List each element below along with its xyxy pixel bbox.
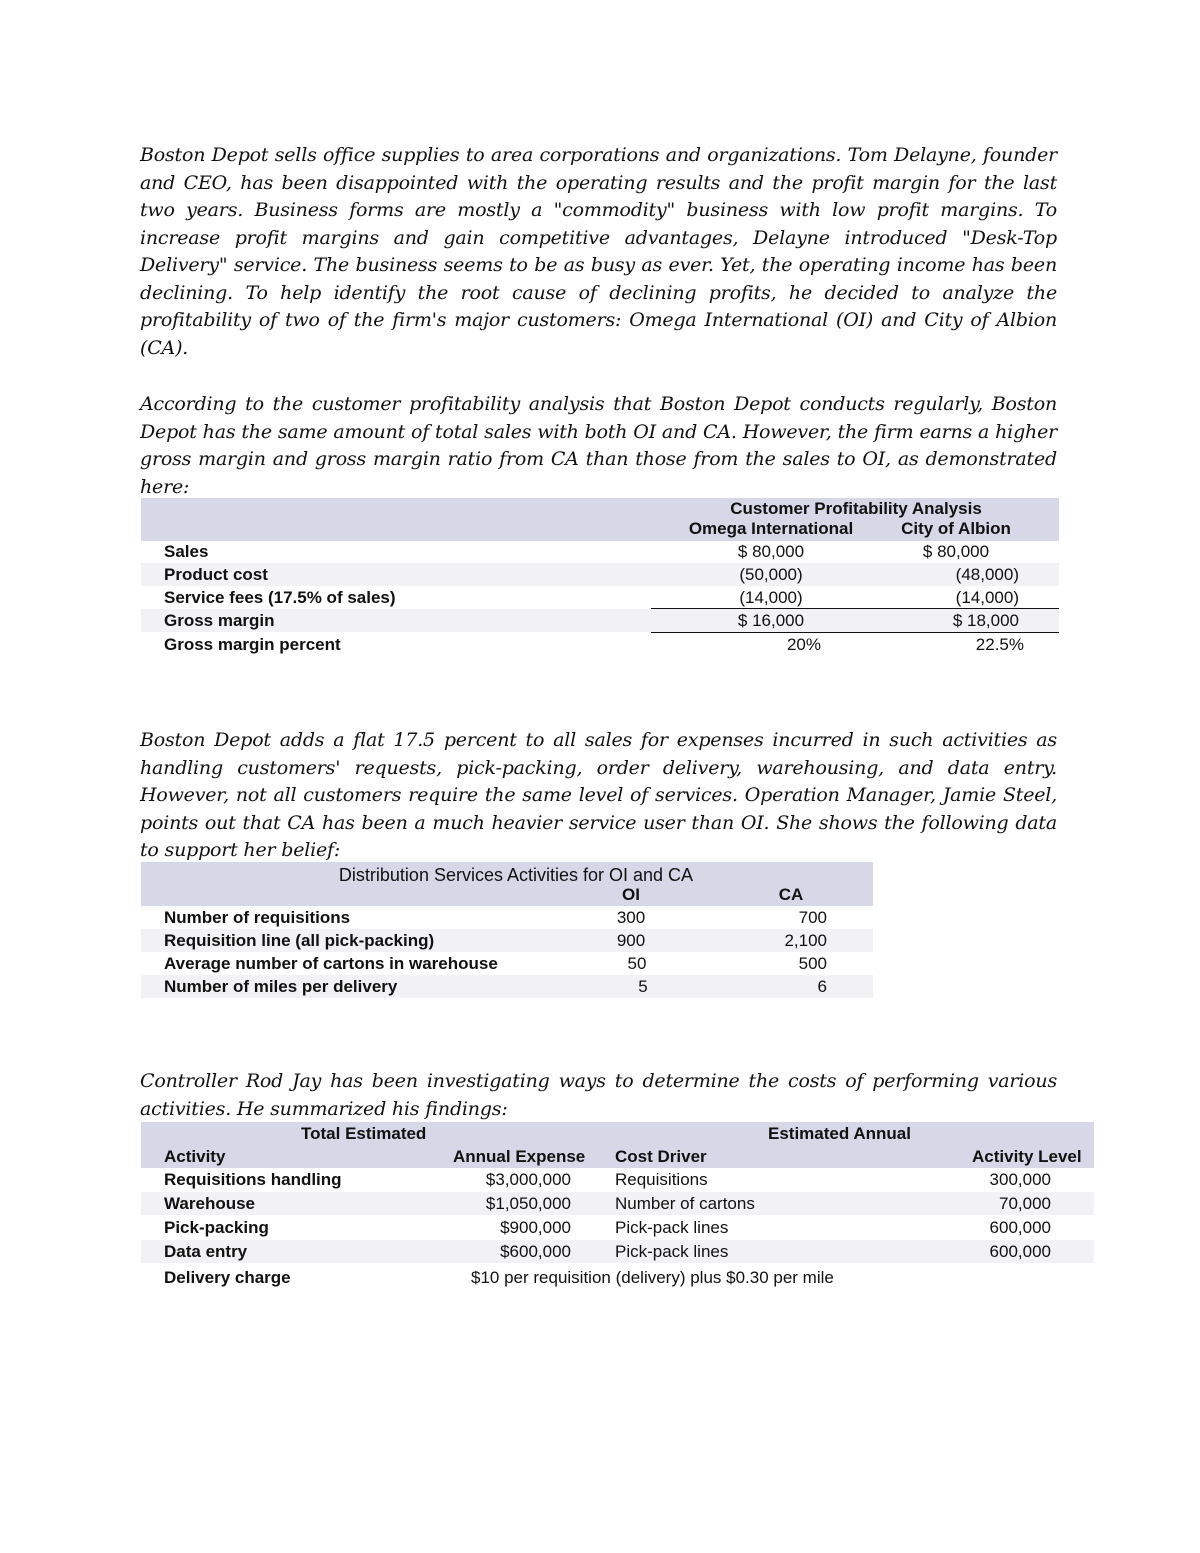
table-row: Sales $ 80,000 $ 80,000 <box>164 542 990 561</box>
table-row: Requisition line (all pick-packing) 900 2,100 <box>141 929 873 952</box>
column-header-ca: CA <box>778 885 804 904</box>
table-row: Service fees (17.5% of sales) (14,000) (14,000) <box>164 588 1019 607</box>
distribution-activities-table <box>141 862 873 1002</box>
services-paragraph: Boston Depot adds a flat 17.5 percent to all sales for expenses incurred in such activities as handling customers' requests, pick-packing, order delivery, warehousing, and data entry. However, not all customers require the same level of services. Operation Manager, Jamie Steel, points out that CA has been a much heavier service user than OI. She shows the following data to support her belief: <box>140 729 1057 861</box>
table-row: Number of miles per delivery 5 6 <box>141 975 873 998</box>
intro-paragraph: Boston Depot sells office supplies to area corporations and organizations. Tom Delayne, founder and CEO, has been disappointed with the operating results and the profit margin for the last two years. Business forms are mostly a "commodity" business with low profit margins. To increase profit margins and gain competitive advantages, Delayne introduced "Desk-Top Delivery" service. The business seems to be as busy as ever. Yet, the operating income has been declining. To help identify the root cause of declining profits, he decided to analyze the profitability of two of the firm's major customers: Omega International (OI) and City of Albion (CA). <box>140 144 1057 359</box>
table-row: Requisitions handling $3,000,000 Requisitions 300,000 <box>164 1170 1051 1189</box>
delivery-charge-label: Delivery charge <box>164 1268 291 1287</box>
header-estimated-annual: Estimated Annual <box>768 1124 911 1143</box>
column-header-oi: Omega International <box>688 519 854 538</box>
profitability-paragraph: According to the customer profitability analysis that Boston Depot conducts regularly, Boston Depot has the same amount of total sales with both OI and CA. However, the firm earns a higher gross margin and gross margin ratio from CA than those from the sales to OI, as demonstrated here: <box>140 393 1057 498</box>
header-annual-expense: Annual Expense <box>453 1147 586 1166</box>
table-row: Gross margin $ 16,000 $ 18,000 <box>141 609 1059 632</box>
delivery-charge-text: $10 per requisition (delivery) plus $0.30 per mile <box>471 1268 834 1287</box>
table-row: Data entry $600,000 Pick-pack lines 600,000 <box>141 1240 1094 1263</box>
table-title: Distribution Services Activities for OI and CA <box>338 865 694 885</box>
activity-cost-table <box>141 1122 1094 1297</box>
header-activity: Activity <box>164 1147 226 1166</box>
table-row: Average number of cartons in warehouse 50 500 <box>164 954 827 973</box>
table-row: Number of requisitions 300 700 <box>164 908 827 927</box>
table-row: Pick-packing $900,000 Pick-pack lines 600,000 <box>164 1218 1051 1237</box>
table-row: Product cost (50,000) (48,000) <box>141 563 1059 586</box>
table-row: Gross margin percent 20% 22.5% <box>164 635 1024 654</box>
header-total-estimated: Total Estimated <box>301 1124 427 1143</box>
column-header-oi: OI <box>622 885 640 904</box>
table-row: Warehouse $1,050,000 Number of cartons 70,000 <box>141 1192 1094 1215</box>
header-cost-driver: Cost Driver <box>615 1147 707 1166</box>
table-row <box>141 1266 1094 1289</box>
header-activity-level: Activity Level <box>972 1147 1082 1166</box>
customer-profitability-table <box>141 498 1059 668</box>
column-header-ca: City of Albion <box>901 519 1011 538</box>
table-title: Customer Profitability Analysis <box>730 499 982 518</box>
controller-paragraph: Controller Rod Jay has been investigating ways to determine the costs of performing various activities. He summarized his findings: <box>140 1070 1057 1120</box>
